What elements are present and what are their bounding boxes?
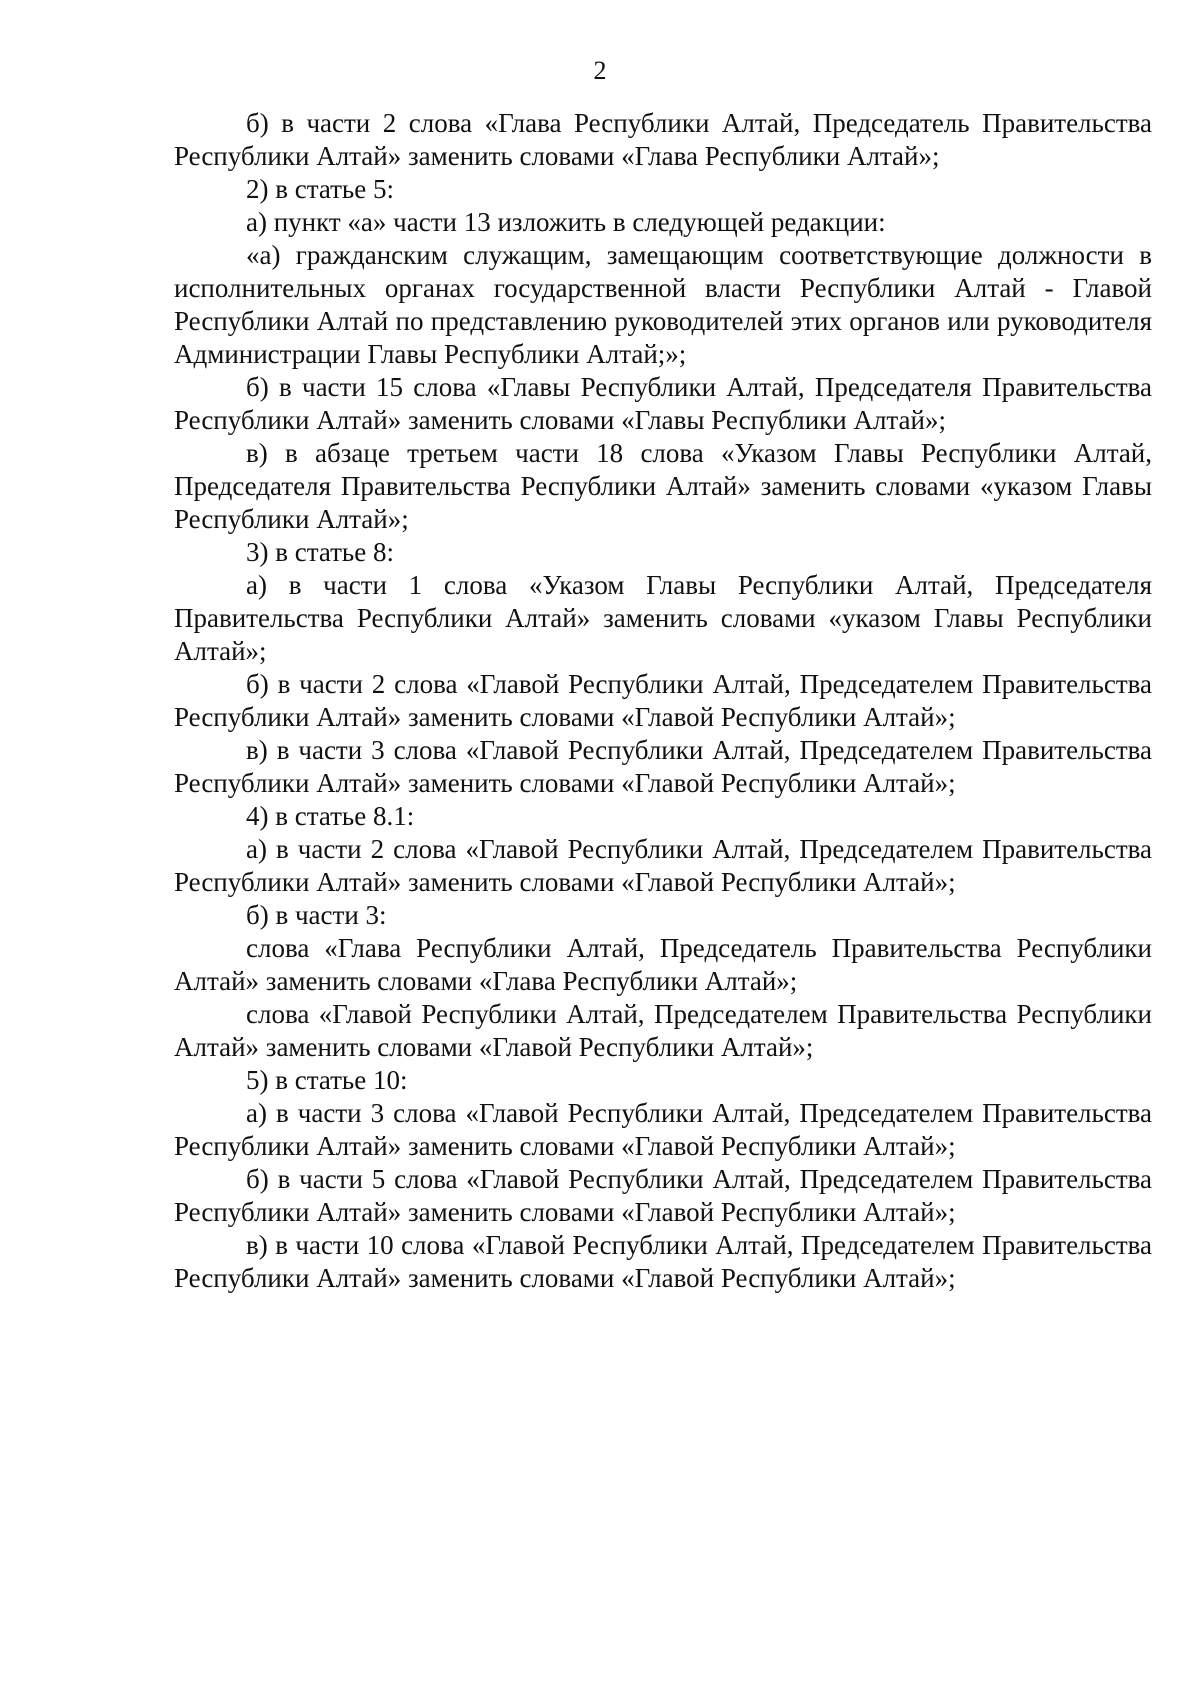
paragraph: б) в части 3: — [246, 900, 387, 930]
paragraph: в) в части 10 слова «Главой Республики Алтай, Председателем Правительства Республики Алтай» заменить словами «Главой Республики Алтай»; — [174, 1230, 1152, 1293]
paragraph: слова «Главой Республики Алтай, Председателем Правительства Республики Алтай» заменить словами «Главой Республики Алтай»; — [174, 999, 1152, 1062]
paragraph: б) в части 2 слова «Главой Республики Алтай, Председателем Правительства Республики Алтай» заменить словами «Главой Республики Алтай»; — [174, 669, 1152, 732]
paragraph: «а) гражданским служащим, замещающим соответствующие должности в исполнительных органах государственной власти Республики Алтай - Главой Республики Алтай по представлению руководителей этих органов или руководителя Администрации Главы Республики Алтай;»; — [174, 240, 1152, 369]
paragraph: 2) в статье 5: — [246, 174, 394, 204]
paragraph: б) в части 2 слова «Глава Республики Алтай, Председатель Правительства Республики Алтай» заменить словами «Глава Республики Алтай»; — [174, 108, 1152, 171]
paragraph: 3) в статье 8: — [246, 537, 394, 567]
paragraph: а) в части 2 слова «Главой Республики Алтай, Председателем Правительства Республики Алтай» заменить словами «Главой Республики Алтай»; — [174, 834, 1152, 897]
document-body — [174, 107, 1152, 1295]
paragraph: б) в части 15 слова «Главы Республики Алтай, Председателя Правительства Республики Алтай» заменить словами «Главы Республики Алтай»; — [174, 372, 1152, 435]
paragraph: в) в части 3 слова «Главой Республики Алтай, Председателем Правительства Республики Алтай» заменить словами «Главой Республики Алтай»; — [174, 735, 1152, 798]
paragraph: а) в части 1 слова «Указом Главы Республики Алтай, Председателя Правительства Республики Алтай» заменить словами «указом Главы Республики Алтай»; — [174, 570, 1152, 666]
paragraph: слова «Глава Республики Алтай, Председатель Правительства Республики Алтай» заменить словами «Глава Республики Алтай»; — [174, 933, 1152, 996]
paragraph: б) в части 5 слова «Главой Республики Алтай, Председателем Правительства Республики Алтай» заменить словами «Главой Республики Алтай»; — [174, 1164, 1152, 1227]
paragraph: а) пункт «а» части 13 изложить в следующей редакции: — [246, 207, 886, 237]
paragraph: 4) в статье 8.1: — [246, 801, 415, 831]
paragraph: а) в части 3 слова «Главой Республики Алтай, Председателем Правительства Республики Алтай» заменить словами «Главой Республики Алтай»; — [174, 1098, 1152, 1161]
paragraph: 5) в статье 10: — [246, 1065, 408, 1095]
paragraph: в) в абзаце третьем части 18 слова «Указом Главы Республики Алтай, Председателя Правительства Республики Алтай» заменить словами «указом Главы Республики Алтай»; — [174, 438, 1152, 534]
page-number: 2 — [593, 56, 607, 85]
